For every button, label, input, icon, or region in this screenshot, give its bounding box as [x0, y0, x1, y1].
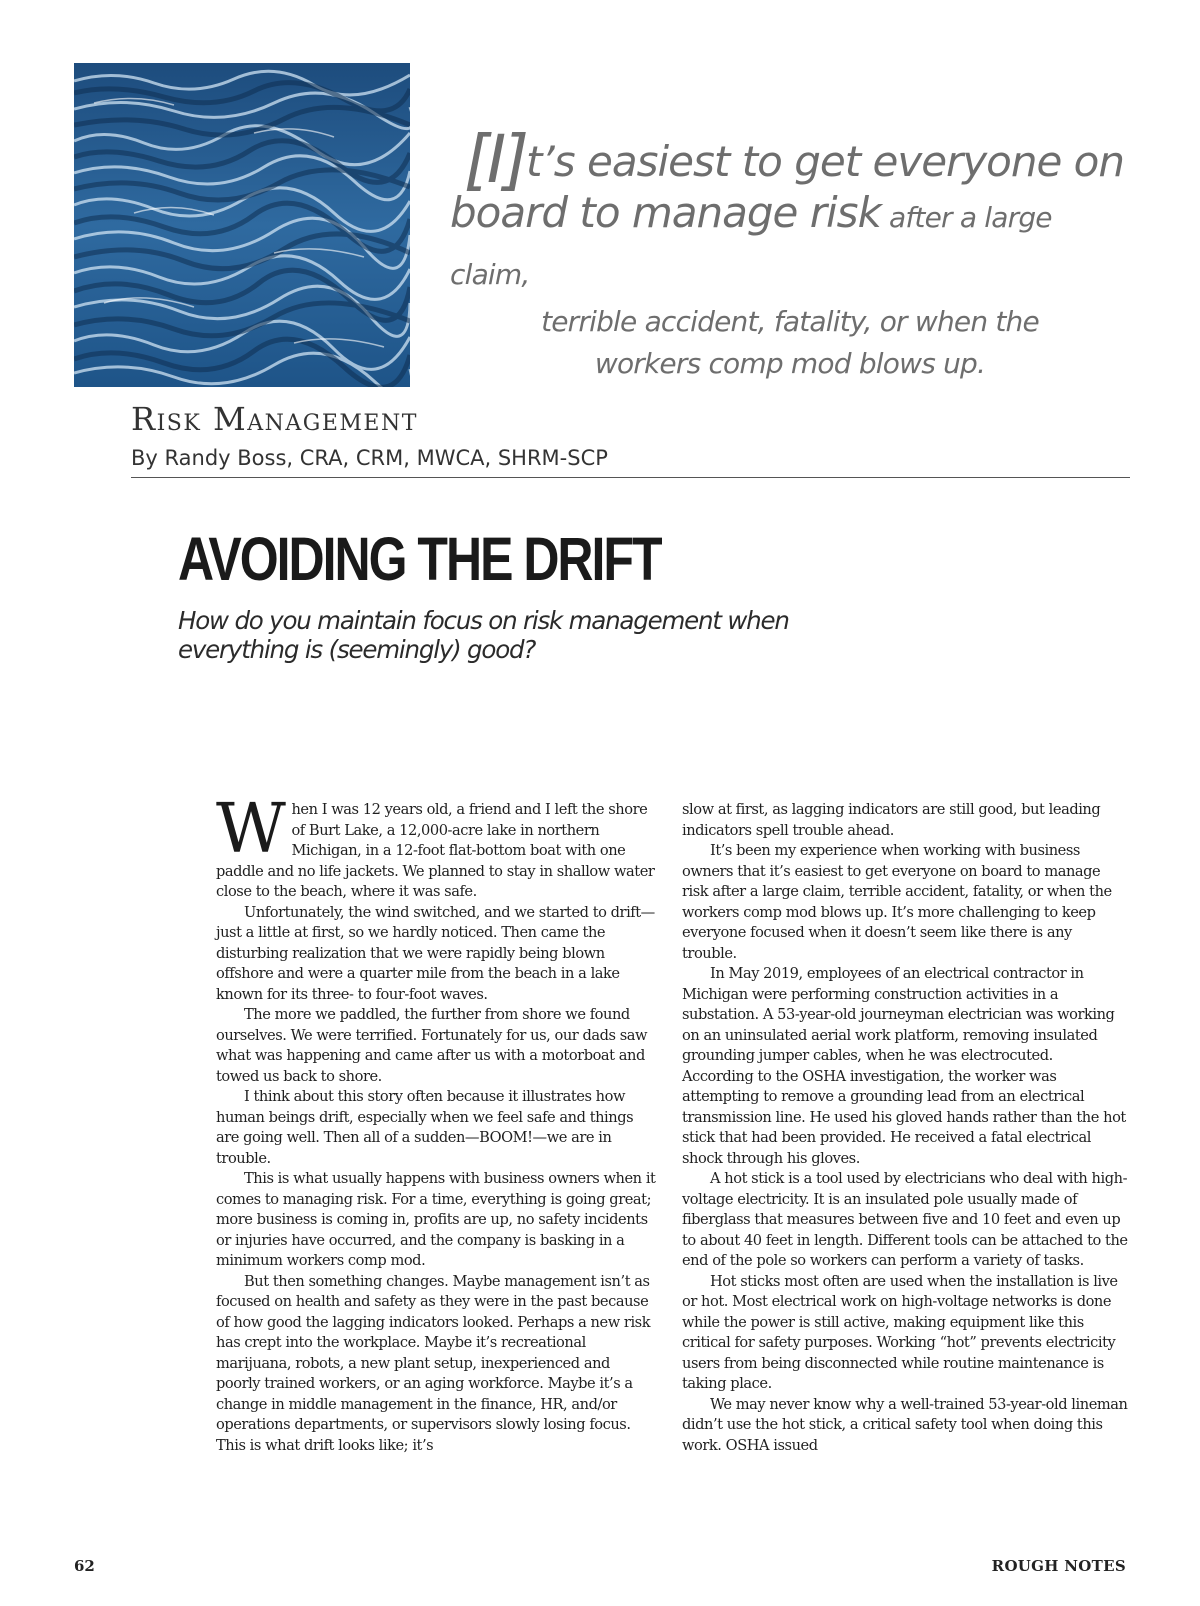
body-paragraph	[216, 790, 658, 903]
body-paragraph: slow at first, as lagging indicators are still good, but leading indicators spell trouble ahead.	[682, 801, 1101, 839]
pull-quote-line-1	[450, 121, 1130, 198]
byline: By Randy Boss, CRA, CRM, MWCA, SHRM-SCP	[131, 446, 608, 470]
page-number: 62	[74, 1557, 95, 1575]
body-paragraph-text: hen I was 12 years old, a friend and I left the shore of Burt Lake, a 12,000-acre lake in northern Michigan, in a 12-foot flat-bottom boat with one paddle and no life jackets. We planned to stay in shallow water close to the beach, where it was safe.	[216, 801, 655, 900]
body-paragraph: We may never know why a well-trained 53-year-old lineman didn’t use the hot stick, a critical safety tool when doing this work. OSHA issued	[682, 1395, 1128, 1454]
pull-quote-line-3: terrible accident, fatality, or when the	[541, 305, 1039, 338]
section-title: Risk Management	[131, 400, 418, 438]
magazine-name: ROUGH NOTES	[991, 1557, 1126, 1575]
body-column-left	[216, 790, 658, 1456]
body-paragraph: A hot stick is a tool used by electricians who deal with high-voltage electricity. It is an insulated pole usually made of fiberglass that measures between five and 10 feet and even up to about 40 feet in length. Different tools can be attached to the end of the pole so workers can perform a variety of tasks.	[682, 1170, 1128, 1269]
section-divider	[131, 477, 1130, 478]
pull-quote-line-2-large: board to manage risk	[450, 188, 881, 237]
ocean-waves-image	[74, 63, 410, 387]
body-paragraph: In May 2019, employees of an electrical contractor in Michigan were performing construction activities in a substation. A 53-year-old journeyman electrician was working on an uninsulated aerial work platform, removing insulated grounding jumper cables, when he was electrocuted. According to the OSHA investigation, the worker was attempting to remove a grounding lead from an electrical transmission line. He used his gloved hands rather than the hot stick that had been provided. He received a fatal electrical shock through his gloves.	[682, 965, 1126, 1167]
drop-cap: W	[216, 790, 286, 869]
body-column-right	[682, 800, 1128, 1456]
pull-quote-line-2	[450, 187, 1130, 301]
article-headline: AVOIDING THE DRIFT	[178, 525, 661, 594]
pull-quote-line-4: workers comp mod blows up.	[594, 347, 986, 380]
pull-quote-line-1-text: t’s easiest to get everyone on	[525, 137, 1124, 186]
pull-quote-line-2-small: after a large claim,	[450, 201, 1052, 291]
body-paragraph: I think about this story often because it illustrates how human beings drift, especially when we feel safe and things are going well. Then all of a sudden—BOOM!—we are in trouble.	[216, 1088, 634, 1167]
ocean-waves-photo	[74, 63, 410, 387]
body-paragraph: The more we paddled, the further from shore we found ourselves. We were terrified. Fortunately for us, our dads saw what was happening and came after us with a motorboat and towed us back to shore.	[216, 1006, 648, 1085]
pull-quote	[450, 121, 1130, 385]
body-paragraph: This is what usually happens with business owners when it comes to managing risk. For a time, everything is going great; more business is coming in, profits are up, no safety incidents or injuries have occurred, and the company is basking in a minimum workers comp mod.	[216, 1170, 656, 1269]
article-deck: How do you maintain focus on risk management when everything is (seemingly) good?	[178, 606, 789, 664]
pull-quote-bracket: [I]	[464, 121, 526, 198]
body-paragraph: But then something changes. Maybe management isn’t as focused on health and safety as they were in the past because of how good the lagging indicators looked. Perhaps a new risk has crept into the workplace. Maybe it’s recreational marijuana, robots, a new plant setup, inexperienced and poorly trained workers, or an aging workforce. Maybe it’s a change in middle management in the finance, HR, and/or operations departments, or supervisors slowly losing focus. This is what drift looks like; it’s	[216, 1272, 651, 1454]
body-paragraph: Hot sticks most often are used when the installation is live or hot. Most electrical work on high-voltage networks is done while the power is still active, making equipment like this critical for safety purposes. Working “hot” prevents electricity users from being disconnected while routine maintenance is taking place.	[682, 1272, 1118, 1392]
body-paragraph: Unfortunately, the wind switched, and we started to drift—just a little at first, so we hardly noticed. Then came the disturbing realization that we were rapidly being blown offshore and were a quarter mile from the beach in a lake known for its three- to four-foot waves.	[216, 903, 655, 1003]
body-paragraph: It’s been my experience when working with business owners that it’s easiest to get everyone on board to manage risk after a large claim, terrible accident, fatality, or when the workers comp mod blows up. It’s more challenging to keep everyone focused when it doesn’t seem like there is any trouble.	[682, 842, 1112, 962]
